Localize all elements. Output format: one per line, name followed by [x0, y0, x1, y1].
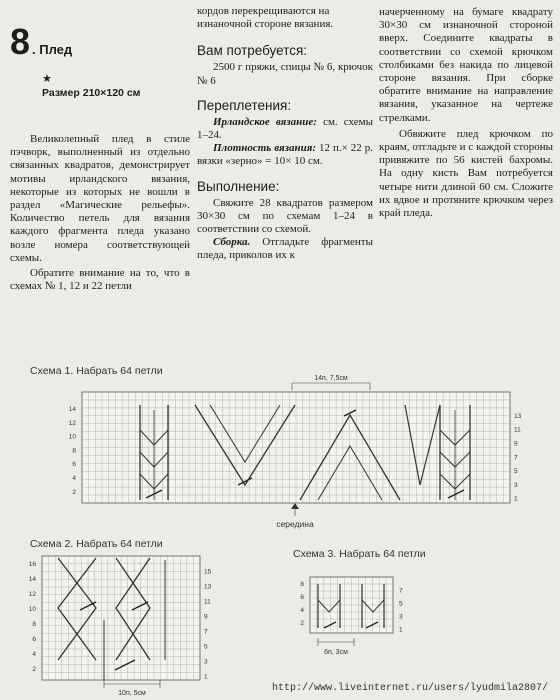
- assembly-text: Отгладьте фрагменты пледа, приколов их к: [197, 236, 373, 262]
- row-number-left: 6: [32, 636, 36, 643]
- continued-text-line-2: изнаночной стороне вязания.: [197, 18, 334, 31]
- row-number-left: 12: [28, 591, 36, 598]
- section-number: 8: [10, 21, 31, 62]
- row-number-right: 1: [204, 673, 208, 681]
- assembly-label: Сборка.: [213, 236, 251, 249]
- row-number-left: 2: [300, 620, 304, 627]
- density-label: Плотность вязания:: [213, 142, 317, 155]
- row-number-right: 3: [204, 658, 208, 666]
- row-number-left: 8: [300, 581, 304, 588]
- source-url: http://www.liveinternet.ru/users/lyudmila2807/: [272, 683, 549, 694]
- section-title: . Плед: [32, 42, 73, 57]
- row-number-right: 11: [514, 426, 521, 434]
- assembly-continued-paragraph: начерченному на бумаге квадрату 30×30 см изнаночной стороной вверх. Соедините квадраты в соответствии со схемой крючком столбиками без накида по лицевой стороне вязания. При сборке обратите внимание на направление вязания, указанное на чертеже стрелками.: [379, 6, 553, 124]
- chart-3-title: Схема 3. Набрать 64 петли: [293, 548, 426, 560]
- row-number-left: 10: [68, 433, 76, 441]
- row-number-right: 1: [514, 495, 518, 503]
- heading-execution: Выполнение:: [197, 178, 280, 194]
- row-number-left: 12: [68, 419, 76, 427]
- star-icon: ★: [42, 73, 52, 85]
- row-number-left: 16: [28, 561, 36, 568]
- row-number-left: 14: [68, 406, 76, 413]
- row-number-left: 10: [28, 606, 36, 613]
- row-number-right: 5: [204, 643, 208, 651]
- row-number-left: 8: [32, 621, 36, 628]
- irish-knitting-text: см. схемы 1–24.: [197, 115, 374, 142]
- row-number-left: 4: [32, 651, 36, 658]
- chart-3-dimension-label: 6п, 3см: [324, 649, 348, 656]
- row-number-right: 1: [399, 626, 403, 634]
- chart-1-middle-label: середина: [276, 519, 314, 529]
- row-number-left: 4: [72, 475, 76, 482]
- row-number-right: 3: [514, 481, 518, 489]
- size-line: Размер 210×120 см: [42, 87, 141, 99]
- intro-paragraph: Великолепный плед в стиле пэчворк, выполненный из отдельно связанных квадратов, демонстрирует мотивы ирландского вязания, некоторые из которых не вошли в раздел «Магические рельефы». Количество петель для вязания каждого фрагмента пледа указано возле номера соответствующей схемы.: [10, 133, 190, 264]
- row-number-right: 5: [514, 468, 518, 476]
- row-number-right: 7: [514, 454, 518, 462]
- continued-text-line-1: кордов перекрещиваются на: [197, 5, 330, 17]
- chart-2-title: Схема 2. Набрать 64 петли: [30, 538, 163, 550]
- row-number-right: 7: [399, 587, 403, 595]
- row-number-right: 9: [204, 613, 208, 621]
- row-number-left: 2: [32, 666, 36, 673]
- row-number-left: 4: [300, 607, 304, 614]
- row-number-left: 6: [300, 594, 304, 601]
- materials-text: 2500 г пряжи, спицы № 6, крючок № 6: [197, 61, 373, 87]
- row-number-right: 5: [399, 600, 403, 608]
- finishing-paragraph: Обвяжите плед крючком по краям, отгладьте и с каждой стороны привяжите по 56 кистей бахромы. На одну кисть Вам потребуется четыре нити длиной 60 см. Сложите их вдвое и протяните крючком через край пледа.: [379, 127, 553, 220]
- chart-1-title: Схема 1. Набрать 64 петли: [30, 365, 163, 377]
- row-number-right: 13: [204, 583, 212, 591]
- row-number-left: 8: [72, 447, 76, 455]
- chart-3-dimension: [318, 638, 354, 656]
- note-paragraph: Обратите внимание на то, что в схемах № 1, 12 и 22 петли: [10, 267, 190, 293]
- density-text: 12 п.× 22 р. вязки «зерно» = 10× 10 см.: [197, 142, 373, 168]
- row-number-left: 6: [72, 461, 76, 469]
- row-number-right: 3: [399, 613, 403, 621]
- chart-1-dimension-label: 14п, 7,5см: [314, 375, 348, 382]
- row-number-right: 15: [204, 568, 212, 576]
- execution-text: Свяжите 28 квадратов размером 30×30 см по схемам 1–24 в соответствии со схемой.: [197, 196, 373, 236]
- heading-materials: Вам потребуется:: [197, 43, 308, 59]
- chart-2-dimension-label: 10п, 5см: [118, 690, 146, 697]
- row-number-right: 11: [204, 598, 211, 606]
- row-number-right: 7: [204, 628, 208, 636]
- irish-knitting-label: Ирландское вязание:: [213, 115, 317, 128]
- row-number-right: 13: [514, 412, 522, 420]
- row-number-left: 2: [72, 488, 76, 496]
- row-number-left: 14: [28, 576, 36, 583]
- heading-patterns: Переплетения:: [197, 97, 292, 113]
- row-number-right: 9: [514, 440, 518, 448]
